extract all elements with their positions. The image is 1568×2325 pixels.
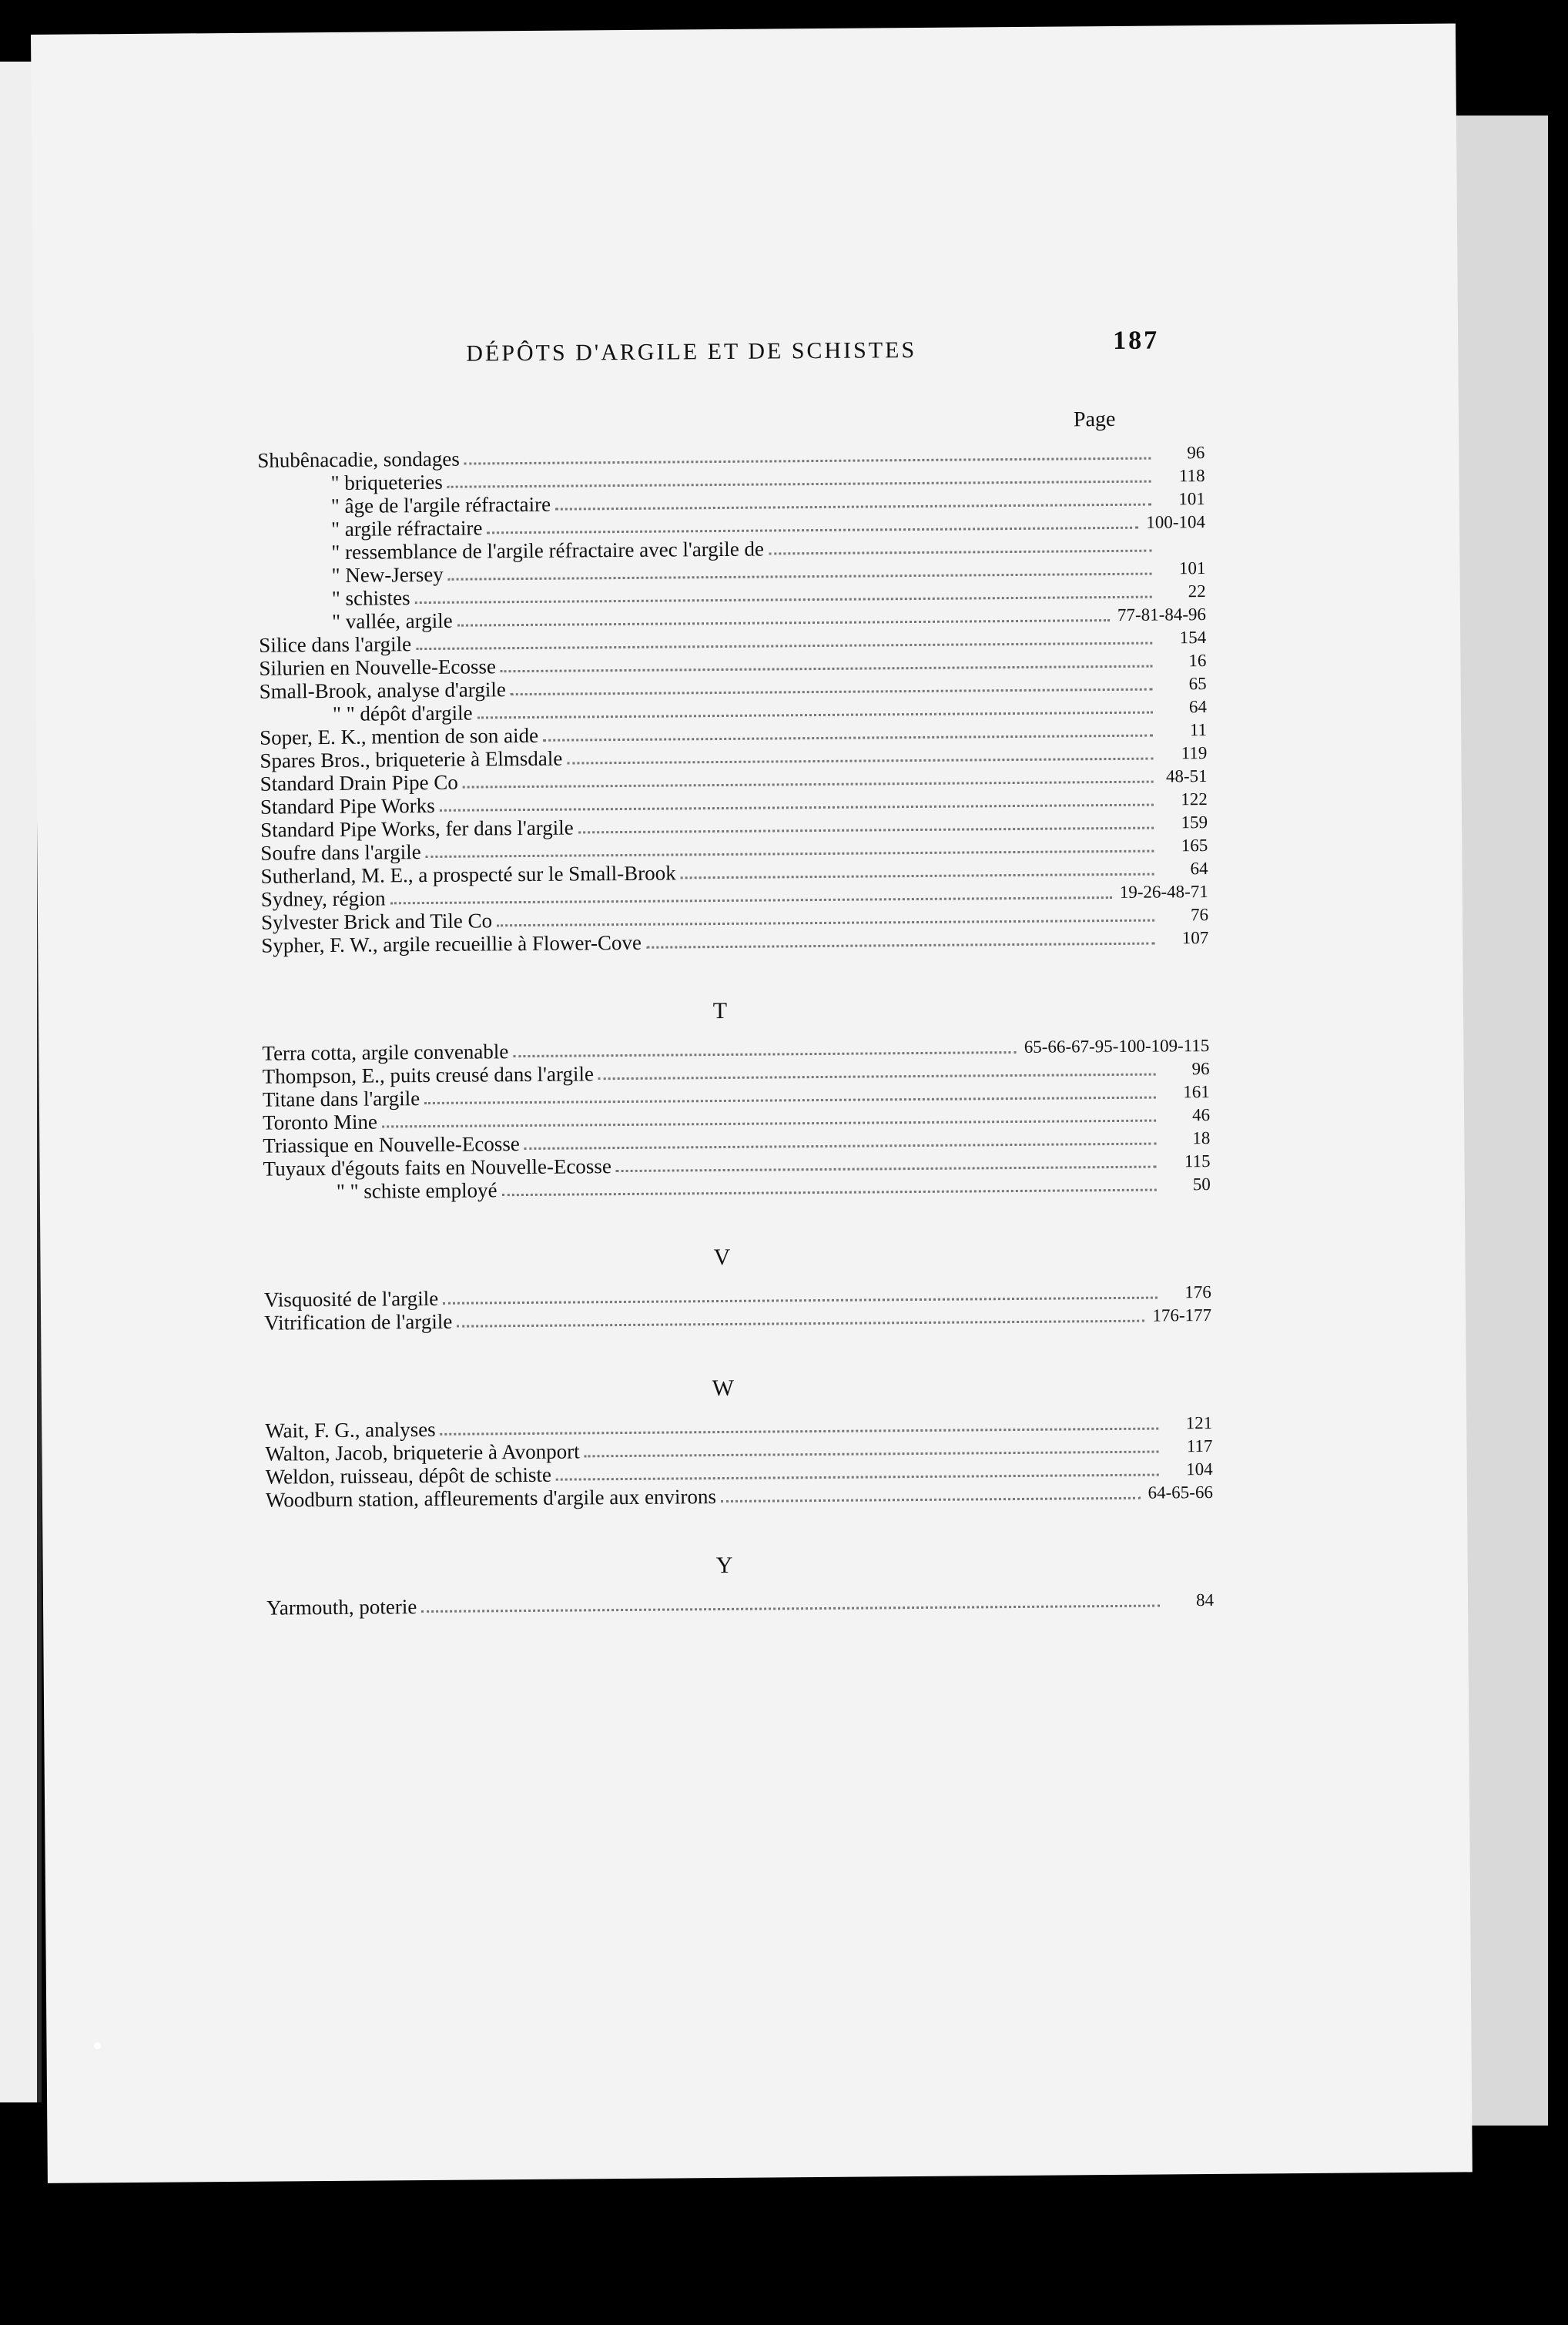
leader-dots — [421, 1604, 1160, 1613]
entry-text: Wait, F. G., analyses — [265, 1417, 436, 1442]
leader-dots — [426, 849, 1154, 858]
entry-text: Silice dans l'argile — [259, 632, 412, 657]
entry-pages: 104 — [1186, 1459, 1213, 1479]
entry-pages: 100-104 — [1146, 512, 1206, 532]
entry-pages: 161 — [1183, 1082, 1210, 1102]
leader-dots — [497, 919, 1154, 927]
entry-pages: 159 — [1181, 812, 1208, 833]
entry-text: Triassique en Nouvelle-Ecosse — [263, 1132, 520, 1157]
entry-text: " âge de l'argile réfractaire — [330, 492, 551, 518]
entry-pages: 176 — [1184, 1282, 1211, 1302]
entry-text: Titane dans l'argile — [262, 1087, 420, 1111]
entry-text: Walton, Jacob, briqueterie à Avonport — [265, 1439, 580, 1466]
entry-pages: 19-26-48-71 — [1119, 882, 1208, 902]
entry-pages: 176-177 — [1152, 1305, 1212, 1325]
section-letter: Y — [715, 1552, 733, 1579]
leader-dots — [415, 595, 1152, 605]
entry-text: Spares Bros., briqueterie à Elmsdale — [260, 746, 563, 772]
entry-text: Silurien en Nouvelle-Ecosse — [259, 655, 497, 680]
entry-text: Vitrification de l'argile — [264, 1309, 453, 1335]
entry-text: Sypher, F. W., argile recueillie à Flower-Cove — [261, 930, 642, 957]
leader-dots — [463, 780, 1154, 789]
entry-text: Tuyaux d'égouts faits en Nouvelle-Ecosse — [263, 1154, 611, 1181]
leader-dots — [567, 757, 1153, 765]
speck-mark — [94, 2042, 101, 2049]
leader-dots — [513, 1050, 1016, 1057]
entry-text: Terra cotta, argile convenable — [262, 1040, 509, 1065]
entry-text: " New-Jersey — [331, 562, 444, 587]
leader-dots — [501, 665, 1153, 673]
entry-pages: 122 — [1181, 789, 1208, 809]
leader-dots — [585, 1450, 1159, 1458]
entry-pages: 96 — [1191, 1059, 1210, 1079]
entry-text: Small-Brook, analyse d'argile — [259, 678, 506, 703]
entry-pages: 18 — [1192, 1128, 1211, 1148]
leader-dots — [616, 1165, 1157, 1173]
entry-text: Shubênacadie, sondages — [257, 447, 460, 472]
entry-pages: 115 — [1184, 1151, 1211, 1171]
entry-pages: 121 — [1185, 1413, 1213, 1433]
leader-dots — [543, 734, 1153, 742]
entry-pages: 11 — [1189, 720, 1208, 740]
entry-text: Toronto Mine — [262, 1110, 378, 1134]
entry-text: Sylvester Brick and Tile Co — [260, 909, 493, 934]
entry-pages: 64-65-66 — [1148, 1482, 1214, 1503]
leader-dots — [390, 896, 1112, 904]
page-column-label: Page — [1073, 407, 1116, 432]
entry-text: Soper, E. K., mention de son aide — [260, 723, 539, 749]
entry-pages: 119 — [1181, 743, 1208, 763]
entry-text: Yarmouth, poterie — [266, 1595, 417, 1620]
index-entries — [257, 441, 1214, 1620]
leader-dots — [502, 1188, 1157, 1197]
leader-dots — [457, 618, 1110, 627]
entry-text: " " schiste employé — [336, 1178, 498, 1203]
index-page — [31, 23, 1473, 2183]
leader-dots — [443, 1296, 1158, 1305]
leader-dots — [464, 457, 1151, 465]
entry-text: Sutherland, M. E., a prospecté sur le Small-Brook — [260, 861, 676, 888]
entry-pages: 107 — [1181, 928, 1209, 948]
entry-text: Soufre dans l'argile — [260, 840, 421, 865]
leader-dots — [646, 942, 1154, 949]
leader-dots — [477, 711, 1153, 719]
leader-dots — [598, 1073, 1156, 1080]
section-letter: T — [712, 997, 728, 1024]
entry-pages: 64 — [1190, 859, 1208, 879]
entry-text: Sydney, région — [260, 886, 386, 911]
entry-pages: 64 — [1188, 697, 1207, 717]
page-number: 187 — [1113, 326, 1160, 355]
entry-text: " ressemblance de l'argile réfractaire avec l'argile de — [331, 537, 765, 564]
entry-pages: 101 — [1178, 489, 1205, 509]
entry-pages: 22 — [1188, 581, 1206, 601]
running-title: DÉPÔTS D'ARGILE ET DE SCHISTES — [466, 337, 917, 367]
entry-text: Standard Drain Pipe Co — [260, 770, 458, 796]
entry-pages: 154 — [1179, 628, 1207, 648]
entry-pages: 76 — [1190, 905, 1209, 925]
page-header — [466, 327, 1159, 378]
leader-dots — [487, 526, 1138, 534]
entry-text: " schistes — [331, 586, 410, 610]
leader-dots — [441, 1427, 1159, 1436]
entry-text: " briqueteries — [330, 470, 443, 494]
entry-pages: 50 — [1192, 1174, 1211, 1194]
leader-dots — [681, 873, 1154, 879]
entry-pages: 48-51 — [1165, 766, 1208, 786]
entry-pages: 101 — [1178, 558, 1206, 578]
entry-text: Thompson, E., puits creusé dans l'argile — [262, 1062, 595, 1088]
leader-dots — [447, 480, 1151, 488]
leader-dots — [424, 1096, 1156, 1104]
leader-dots — [556, 1473, 1159, 1481]
entry-pages: 16 — [1188, 651, 1207, 671]
section-letter: V — [713, 1244, 731, 1271]
leader-dots — [416, 642, 1152, 651]
entry-pages: 84 — [1195, 1590, 1215, 1610]
entry-pages: 65-66-67-95-100-109-115 — [1024, 1036, 1210, 1057]
leader-dots — [440, 803, 1154, 812]
section-letter: W — [712, 1375, 735, 1402]
entry-pages: 46 — [1191, 1105, 1211, 1125]
entry-pages: 165 — [1181, 836, 1208, 856]
entry-pages: 96 — [1187, 443, 1205, 463]
leader-dots — [721, 1496, 1141, 1503]
leader-dots — [448, 572, 1152, 581]
entry-pages: 65 — [1188, 674, 1207, 694]
entry-text: Standard Pipe Works, fer dans l'argile — [260, 816, 574, 842]
leader-dots — [457, 1319, 1144, 1328]
entry-pages: 118 — [1178, 466, 1205, 486]
leader-dots — [511, 688, 1153, 696]
entry-text: Standard Pipe Works — [260, 793, 435, 819]
leader-dots — [578, 826, 1154, 834]
entry-text: " argile réfractaire — [330, 516, 483, 541]
entry-pages: 117 — [1186, 1436, 1213, 1456]
entry-text: Visquosité de l'argile — [263, 1286, 439, 1312]
leader-dots — [382, 1119, 1156, 1128]
leader-dots — [555, 503, 1151, 511]
entry-text: " " dépôt d'argile — [332, 701, 473, 725]
leader-dots — [524, 1142, 1157, 1150]
entry-text: " vallée, argile — [331, 608, 453, 633]
entry-pages: 77-81-84-96 — [1117, 605, 1207, 625]
leader-dots — [769, 549, 1151, 555]
entry-text: Woodburn station, affleurements d'argile aux environs — [265, 1485, 717, 1512]
entry-text: Weldon, ruisseau, dépôt de schiste — [265, 1462, 552, 1489]
